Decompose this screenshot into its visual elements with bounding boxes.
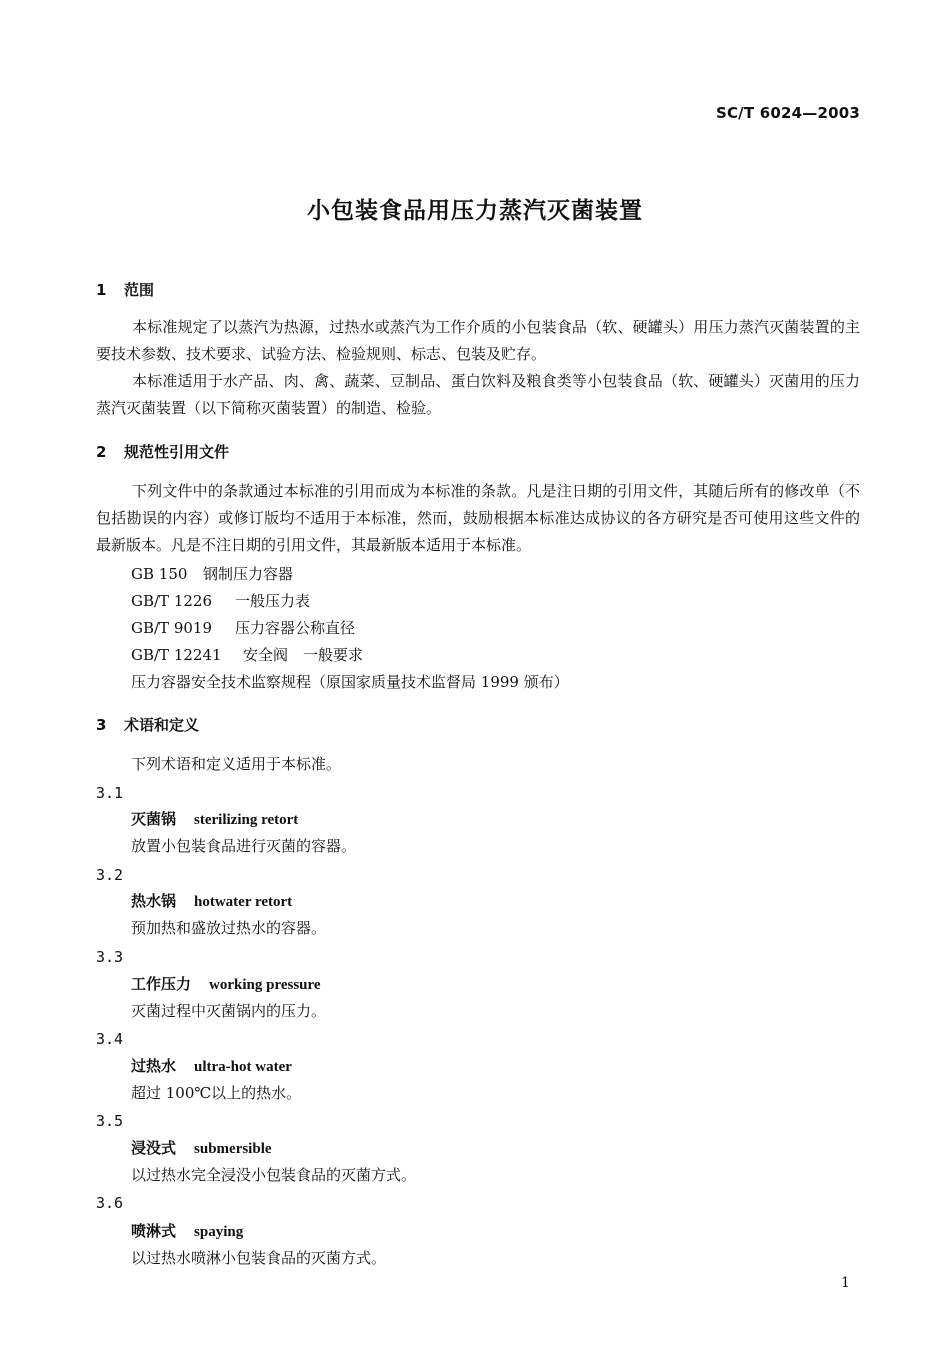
section-1-paragraph-2: 本标准适用于水产品、肉、禽、蔬菜、豆制品、蛋白饮料及粮食类等小包装食品（软、硬罐头）灭菌用的压力蒸汽灭菌装置（以下简称灭菌装置）的制造、检验。 [96,372,860,417]
clause-number: 3.2 [96,866,124,884]
term-definition: 以过热水完全浸没小包装食品的灭菌方式。 [131,1166,417,1184]
reference-title: 一般压力表 [235,592,311,610]
section-title: 范围 [124,281,155,299]
term-zh: 过热水 [131,1057,177,1075]
reference-title: 钢制压力容器 [203,565,294,583]
reference-item [131,563,293,584]
clause-number: 3.3 [96,948,124,966]
clause-number: 3.6 [96,1194,124,1212]
section-1-paragraph-1: 本标准规定了以蒸汽为热源，过热水或蒸汽为工作介质的小包装食品（软、硬罐头）用压力蒸汽灭菌装置的主要技术参数、技术要求、试验方法、检验规则、标志、包装及贮存。 [96,318,860,363]
term-definition: 灭菌过程中灭菌锅内的压力。 [131,1002,327,1020]
section-2-heading [96,441,229,462]
section-3-intro: 下列术语和定义适用于本标准。 [131,755,342,773]
clause-number: 3.1 [96,784,124,802]
section-title: 规范性引用文件 [124,443,230,461]
term-en: working pressure [209,977,321,993]
term-definition: 以过热水喷淋小包装食品的灭菌方式。 [131,1249,387,1267]
reference-item: 压力容器安全技术监察规程（原国家质量技术监督局 1999 颁布） [131,673,569,691]
clause-number: 3.4 [96,1030,124,1048]
reference-item [131,590,310,611]
term-zh: 浸没式 [131,1139,177,1157]
reference-title: 安全阀 一般要求 [243,646,364,664]
reference-title: 压力容器公称直径 [235,619,356,637]
term-definition: 放置小包装食品进行灭菌的容器。 [131,837,357,855]
section-3-heading [96,714,199,735]
term-entry [131,973,321,994]
section-title: 术语和定义 [124,716,200,734]
clause-number: 3.5 [96,1112,124,1130]
term-entry [131,808,298,829]
document-title: 小包装食品用压力蒸汽灭菌装置 [307,198,643,224]
reference-item [131,617,355,638]
term-en: ultra-hot water [194,1059,292,1075]
term-definition: 预加热和盛放过热水的容器。 [131,919,327,937]
term-entry [131,1055,292,1076]
section-2-paragraph-1: 下列文件中的条款通过本标准的引用而成为本标准的条款。凡是注日期的引用文件，其随后所有的修改单（不包括勘误的内容）或修订版均不适用于本标准，然而，鼓励根据本标准达成协议的各方研究是否可使用这些文件的最新版本。凡是不注日期的引用文件，其最新版本适用于本标准。 [96,482,860,554]
term-entry [131,1220,243,1241]
term-en: hotwater retort [194,894,293,910]
reference-code: GB/T 12241 [131,646,222,664]
term-zh: 工作压力 [131,975,192,993]
section-number: 1 [96,281,107,299]
reference-code: GB 150 [131,565,188,583]
term-en: spaying [194,1224,244,1240]
term-zh: 热水锅 [131,892,177,910]
term-en: submersible [194,1141,272,1157]
page-number: 1 [841,1275,850,1291]
standard-code: SC/T 6024—2003 [715,104,860,122]
section-number: 2 [96,443,107,461]
term-zh: 灭菌锅 [131,810,177,828]
reference-item [131,644,363,665]
term-zh: 喷淋式 [131,1222,177,1240]
section-number: 3 [96,716,107,734]
reference-code: GB/T 9019 [131,619,213,637]
term-en: sterilizing retort [194,812,299,828]
reference-code: GB/T 1226 [131,592,213,610]
term-entry [131,1137,272,1158]
term-definition: 超过 100℃以上的热水。 [131,1084,302,1102]
section-1-heading [96,279,154,300]
term-entry [131,890,292,911]
